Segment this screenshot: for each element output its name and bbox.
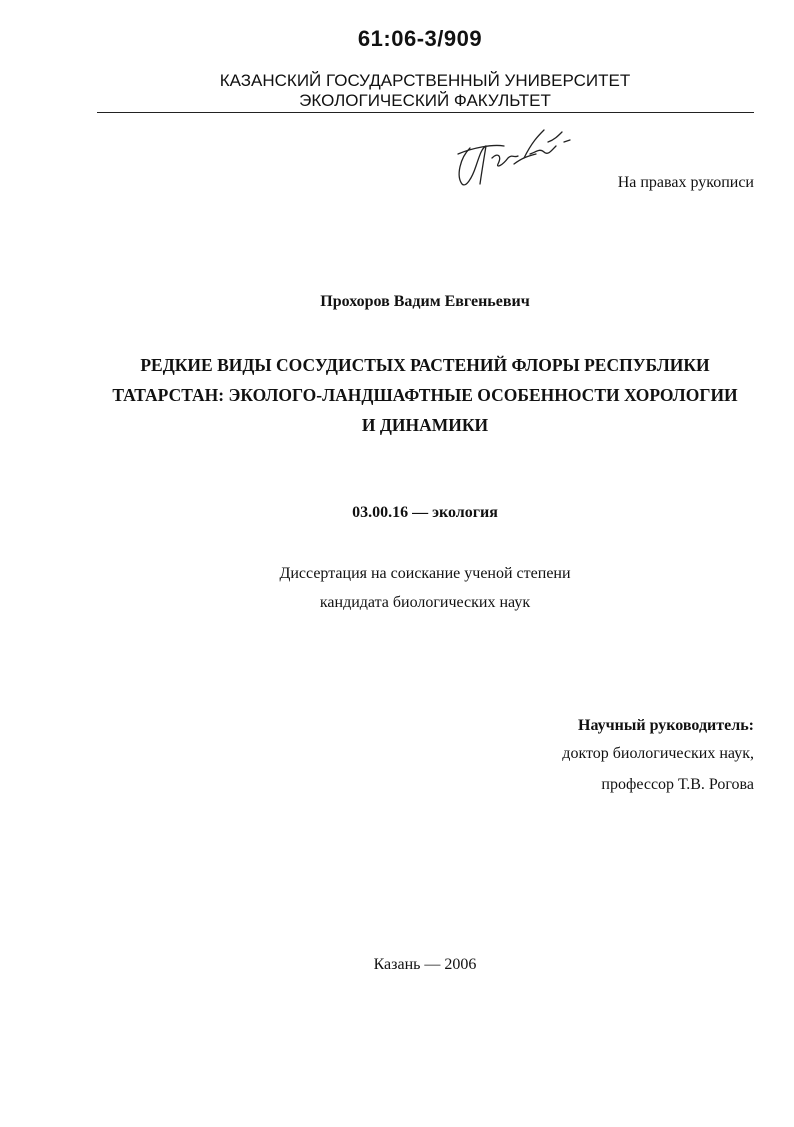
title-line: РЕДКИЕ ВИДЫ СОСУДИСТЫХ РАСТЕНИЙ ФЛОРЫ РЕСПУБЛИКИ <box>140 355 710 375</box>
supervisor-name: профессор Т.В. Рогова <box>601 776 754 793</box>
degree-line: кандидата биологических наук <box>319 594 531 611</box>
handwritten-signature <box>452 118 592 198</box>
header-divider <box>97 112 754 113</box>
city-year: Казань — 2006 <box>373 956 477 973</box>
dissertation-title <box>60 350 790 440</box>
degree-line: Диссертация на соискание ученой степени <box>279 565 571 582</box>
title-line: И ДИНАМИКИ <box>361 415 489 435</box>
university-name: КАЗАНСКИЙ ГОСУДАРСТВЕННЫЙ УНИВЕРСИТЕТ <box>219 71 631 90</box>
author-name: Прохоров Вадим Евгеньевич <box>320 293 530 310</box>
supervisor-label: Научный руководитель: <box>578 717 754 734</box>
specialty-code: 03.00.16 — экология <box>352 504 498 521</box>
faculty-name: ЭКОЛОГИЧЕСКИЙ ФАКУЛЬТЕТ <box>299 91 551 110</box>
title-line: ТАТАРСТАН: ЭКОЛОГО-ЛАНДШАФТНЫЕ ОСОБЕННОСТИ ХОРОЛОГИИ <box>112 385 738 405</box>
rights-note: На правах рукописи <box>617 174 754 191</box>
supervisor-degree: доктор биологических наук, <box>562 745 754 762</box>
catalog-number: 61:06-3/909 <box>357 26 483 51</box>
